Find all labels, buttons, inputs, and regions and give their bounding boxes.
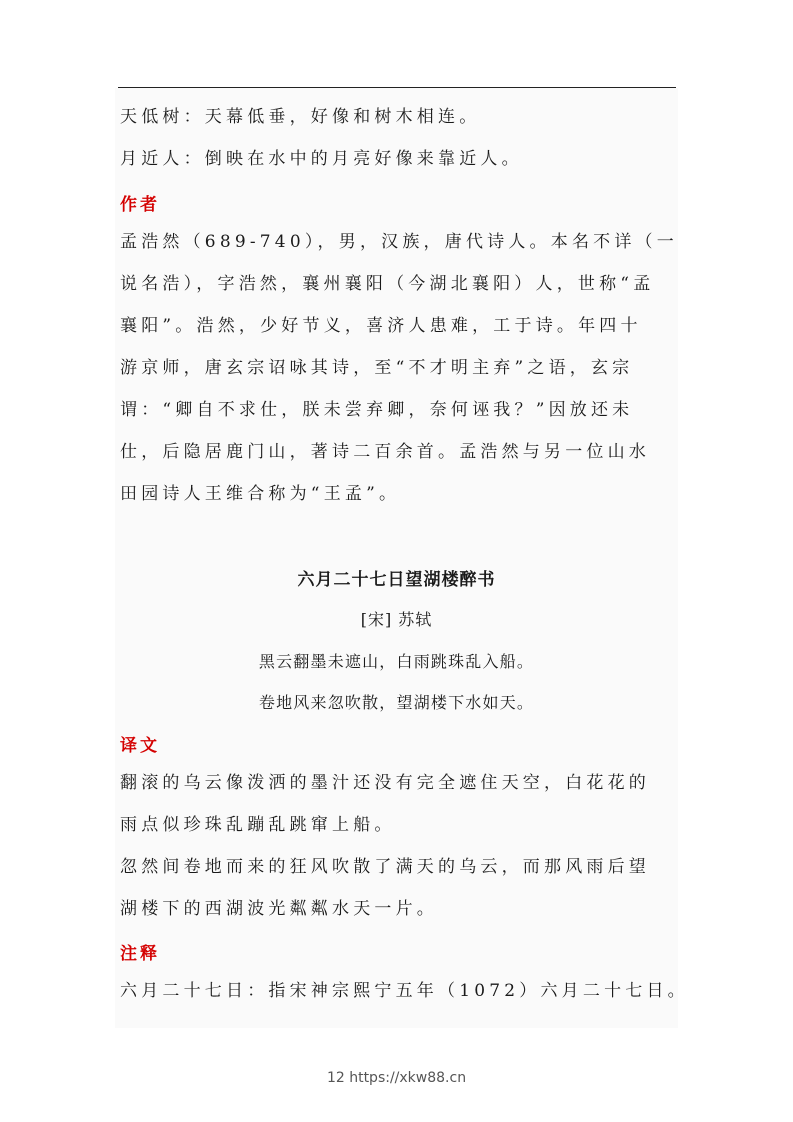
header-rule [118,87,676,88]
translation-heading: 译文 [120,736,160,756]
notes-line: 六月二十七日：指宋神宗熙宁五年（1072）六月二十七日。 [120,981,689,1001]
author-line: 游京师，唐玄宗诏咏其诗，至“不才明主弃”之语，玄宗 [120,358,634,378]
notes-heading: 注释 [120,944,160,964]
translation-line: 湖楼下的西湖波光粼粼水天一片。 [120,899,438,919]
note-line: 月近人：倒映在水中的月亮好像来靠近人。 [120,149,523,169]
poem-author: [宋] 苏轼 [360,610,433,629]
author-line: 孟浩然（689-740），男，汉族，唐代诗人。本名不详（一 [120,232,678,252]
poem-title: 六月二十七日望湖楼醉书 [297,570,496,590]
author-line: 田园诗人王维合称为“王孟”。 [120,484,401,504]
poem-line: 黑云翻墨未遮山，白雨跳珠乱入船。 [258,652,535,671]
author-line: 仕，后隐居鹿门山，著诗二百余首。孟浩然与另一位山水 [120,442,650,462]
translation-line: 翻滚的乌云像泼洒的墨汁还没有完全遮住天空，白花花的 [120,773,650,793]
author-line: 襄阳”。浩然，少好节义，喜济人患难，工于诗。年四十 [120,316,642,336]
author-line: 说名浩），字浩然，襄州襄阳（今湖北襄阳）人，世称“孟 [120,274,655,294]
poem-line: 卷地风来忽吹散，望湖楼下水如天。 [258,693,535,712]
page-footer: 12 https://xkw88.cn [326,1070,467,1086]
note-line: 天低树：天幕低垂，好像和树木相连。 [120,107,481,127]
translation-line: 忽然间卷地而来的狂风吹散了满天的乌云，而那风雨后望 [120,857,650,877]
translation-line: 雨点似珍珠乱蹦乱跳窜上船。 [120,815,396,835]
author-line: 谓：“卿自不求仕，朕未尝弃卿，奈何诬我？”因放还未 [120,400,634,420]
author-heading: 作者 [120,195,160,215]
page-content-background [115,88,689,1028]
